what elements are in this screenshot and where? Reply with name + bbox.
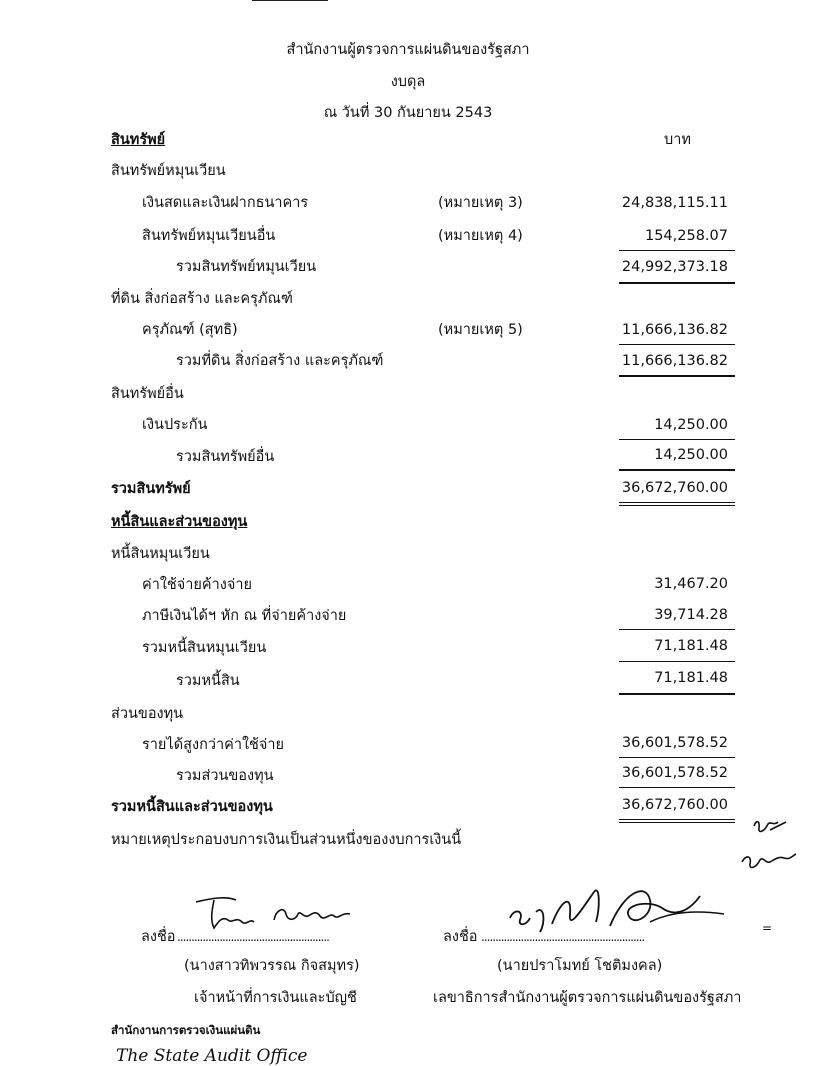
- surplus-value: 36,601,578.52: [621, 735, 728, 751]
- total-equity-value: 36,601,578.52: [621, 765, 728, 781]
- rule: [619, 469, 735, 471]
- currency-label: บาท: [664, 132, 691, 148]
- other-assets-heading: สินทรัพย์อื่น: [111, 386, 184, 402]
- accrued-expenses-value: 31,467.20: [654, 576, 728, 592]
- footnote: หมายเหตุประกอบงบการเงินเป็นส่วนหนึ่งของงบการเงินนี้: [111, 832, 462, 848]
- cash-label: เงินสดและเงินฝากธนาคาร: [142, 195, 309, 211]
- total-ppe-value: 11,666,136.82: [621, 353, 728, 369]
- ppe-heading: ที่ดิน สิ่งก่อสร้าง และครุภัณฑ์: [111, 291, 293, 307]
- total-current-assets-label: รวมสินทรัพย์หมุนเวียน: [176, 259, 317, 275]
- total-other-assets-value: 14,250.00: [654, 447, 728, 463]
- double-rule: [619, 502, 735, 506]
- rule: [619, 757, 735, 758]
- total-other-assets-label: รวมสินทรัพย์อื่น: [176, 449, 275, 465]
- total-assets-label: รวมสินทรัพย์: [111, 481, 191, 497]
- rule: [619, 787, 735, 788]
- withholding-tax-value: 39,714.28: [654, 607, 728, 623]
- rule: [619, 282, 735, 284]
- rule: [619, 344, 735, 345]
- grand-total-label: รวมหนี้สินและส่วนของทุน: [111, 799, 273, 815]
- other-current-note: (หมายเหตุ 4): [438, 228, 523, 244]
- org-title: สำนักงานผู้ตรวจการแผ่นดินของรัฐสภา: [286, 42, 530, 58]
- total-assets-value: 36,672,760.00: [621, 480, 728, 496]
- cash-value: 24,838,115.11: [621, 195, 728, 211]
- left-signatory-title: เจ้าหน้าที่การเงินและบัญชี: [194, 990, 357, 1006]
- top-rule: [252, 0, 328, 1]
- accrued-expenses-label: ค่าใช้จ่ายค้างจ่าย: [142, 577, 252, 593]
- total-liabilities-value: 71,181.48: [654, 670, 728, 686]
- current-liabilities-heading: หนี้สินหมุนเวียน: [111, 546, 210, 562]
- report-date: ณ วันที่ 30 กันยายน 2543: [323, 105, 493, 121]
- current-assets-heading: สินทรัพย์หมุนเวียน: [111, 163, 226, 179]
- rule: [619, 439, 735, 440]
- total-equity-label: รวมส่วนของทุน: [176, 768, 274, 784]
- equity-heading: ส่วนของทุน: [111, 706, 184, 722]
- right-signatory-name: (นายปราโมทย์ โชติมงคล): [497, 958, 663, 974]
- withholding-tax-label: ภาษีเงินได้ฯ หัก ณ ที่จ่ายค้างจ่าย: [142, 608, 347, 624]
- deposit-value: 14,250.00: [654, 417, 728, 433]
- rule: [619, 661, 735, 662]
- rule: [619, 375, 735, 377]
- left-sign-prefix: ลงชื่อ: [141, 929, 176, 945]
- cash-note: (หมายเหตุ 3): [438, 195, 523, 211]
- other-current-label: สินทรัพย์หมุนเวียนอื่น: [142, 228, 276, 244]
- audit-office-stamp-en: The State Audit Office: [116, 1046, 308, 1066]
- equipment-label: ครุภัณฑ์ (สุทธิ): [142, 322, 238, 338]
- rule: [619, 693, 735, 695]
- liabilities-heading: หนี้สินและส่วนของทุน: [111, 514, 248, 530]
- deposit-label: เงินประกัน: [142, 417, 208, 433]
- left-signatory-name: (นางสาวทิพวรรณ กิจสมุทร): [184, 958, 360, 974]
- rule: [619, 629, 735, 630]
- right-sign-dots: ..........................................................: [481, 930, 645, 944]
- equipment-note: (หมายเหตุ 5): [438, 322, 523, 338]
- grand-total-value: 36,672,760.00: [621, 797, 728, 813]
- total-liabilities-label: รวมหนี้สิน: [176, 673, 240, 689]
- total-current-assets-value: 24,992,373.18: [621, 259, 728, 275]
- double-rule: [619, 819, 735, 823]
- total-current-liabilities-label: รวมหนี้สินหมุนเวียน: [142, 640, 267, 656]
- equipment-value: 11,666,136.82: [621, 322, 728, 338]
- left-sign-dots: ......................................................: [177, 930, 329, 944]
- document-title: งบดุล: [390, 74, 426, 90]
- margin-mark: =: [762, 921, 773, 935]
- total-ppe-label: รวมที่ดิน สิ่งก่อสร้าง และครุภัณฑ์: [176, 353, 384, 369]
- surplus-label: รายได้สูงกว่าค่าใช้จ่าย: [142, 737, 285, 753]
- assets-heading: สินทรัพย์: [111, 132, 166, 148]
- total-current-liabilities-value: 71,181.48: [654, 638, 728, 654]
- right-sign-prefix: ลงชื่อ: [443, 929, 478, 945]
- right-signatory-title: เลขาธิการสำนักงานผู้ตรวจการแผ่นดินของรัฐสภา: [433, 990, 742, 1006]
- audit-office-stamp: สำนักงานการตรวจเงินแผ่นดิน: [111, 1023, 261, 1037]
- other-current-value: 154,258.07: [644, 228, 728, 244]
- rule: [619, 250, 735, 251]
